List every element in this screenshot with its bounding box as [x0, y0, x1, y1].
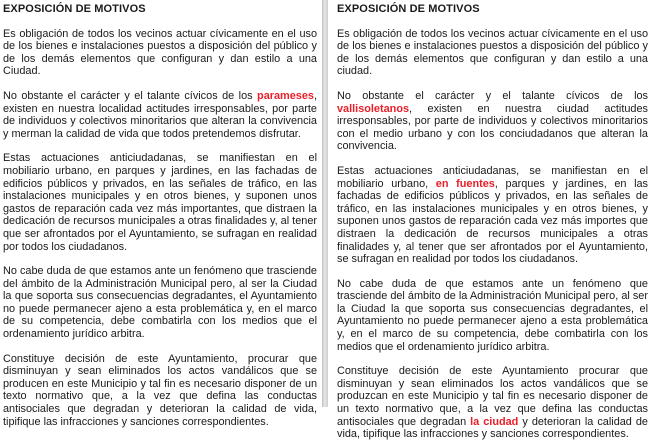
- left-p2-highlight: parameses: [257, 89, 314, 102]
- right-title: EXPOSICIÓN DE MOTIVOS: [337, 3, 480, 15]
- right-column: [328, 0, 650, 441]
- right-p2-text-b: , existen en nuestra ciudad actitudes irresponsables, por parte de individuos y colectivos minoritarios con el medio urbano y con los conciudadanos que alteran la convivencia.: [337, 102, 648, 153]
- left-p1-text: Es obligación de todos los vecinos actuar cívicamente en el uso de los bienes e instalaciones puestos a disposición del público y de los demás elementos que configuran y dan estilo a una Ciudad.: [3, 27, 317, 78]
- right-paragraph-1: [337, 28, 648, 78]
- right-p3-text-a: Estas actuaciones anticiudadanas, se manifiestan en el mobiliario urbano,: [337, 164, 648, 190]
- left-paragraph-3: [3, 152, 317, 253]
- right-p4-text: No cabe duda de que estamos ante un fenómeno que trasciende del ámbito de la Administración Municipal pero, al ser la Ciudad la que soporta sus consecuencias degradantes, el Ayuntamiento no puede permanecer ajeno a esta problemática y, en el marco de su competencia, debe combatirla con los medios que el ordenamiento jurídico arbitra.: [337, 277, 648, 353]
- left-paragraph-5: [3, 353, 317, 429]
- left-p2-text-b: , existen en nuestra localidad actitudes irresponsables, por parte de individuos y colectivos minoritarios que alteran la convivencia y merman la calidad de vida que todos pretendemos disfrutar.: [3, 89, 317, 140]
- right-p2-text-a: No obstante el carácter y el talante cívicos de los: [337, 89, 648, 102]
- right-p5-text-b: y deterioran la calidad de vida, tipifique las infracciones y sanciones correspondientes.: [337, 415, 648, 441]
- left-paragraph-1: [3, 28, 317, 78]
- right-p3-text-b: , parques y jardines, en las fachadas de edificios públicos y privados, en las señales de tráfico, en las instalaciones municipales y en otros bienes, y suponen unos gastos de reparación cada vez más importes que distraen la dedicación de recursos municipales a otras finalidades y, al tener que ser afrontados por el Ayuntamiento, se sufragan en realidad por todos los ciudadanos.: [337, 177, 649, 266]
- right-p1-text: Es obligación de todos los vecinos actuar cívicamente en el uso de los bienes e instalaciones puestos a disposición del público y de los demás elementos que configuran y dan estilo a una ciudad.: [337, 27, 648, 78]
- right-p3-highlight: en fuentes: [435, 177, 495, 190]
- left-column: [0, 0, 322, 428]
- left-p2-text-a: No obstante el carácter y el talante cívicos de los: [3, 89, 258, 102]
- right-paragraph-3: [337, 165, 648, 266]
- left-p4-text: No cabe duda de que estamos ante un fenómeno que trasciende del ámbito de la Administración Municipal pero, al ser la Ciudad la que soporta sus consecuencias degradantes, el Ayuntamiento no puede permanecer ajeno a esta problemática y, en el marco de su competencia, debe combatirla con los medios que el ordenamiento jurídico arbitra.: [3, 265, 317, 341]
- right-paragraph-5: [337, 365, 648, 441]
- right-paragraph-4: [337, 278, 648, 354]
- left-p5-text: Constituye decisión de este Ayuntamiento, procurar que disminuyan y sean eliminados los actos vandálicos que se producen en este Municipio y tal fin es necesario disponer de un texto normativo que, a la vez que defina las conductas antisociales que degradan y deterioran la calidad de vida, tipifique las infracciones y sanciones correspondientes.: [3, 352, 317, 428]
- left-title: EXPOSICIÓN DE MOTIVOS: [3, 3, 146, 15]
- left-p3-text: Estas actuaciones anticiudadanas, se manifiestan en el mobiliario urbano, en parques y jardines, en las fachadas de edificios públicos y privados, en las señales de tráfico, en las instalaciones municipales y en otros bienes, y suponen unos gastos de reparación cada vez más importantes, que distraen la dedicación de recursos municipales a otras finalidades y, al tener que ser afrontados por el Ayuntamiento, se sufragan en realidad por todos los ciudadanos.: [3, 152, 317, 253]
- right-p2-highlight: vallisoletanos: [337, 102, 410, 115]
- right-p5-text-a: Constituye decisión de este Ayuntamiento procurar que disminuyan y sean eliminados los actos vandálicos que se produzcan en este Municipio y tal fin es necesario disponer de un texto normativo que, a la vez que defina las conductas antisociales que degradan: [337, 365, 648, 428]
- right-paragraph-2: [337, 90, 648, 153]
- right-p5-highlight: la ciudad: [470, 415, 519, 428]
- left-paragraph-4: [3, 265, 317, 341]
- left-paragraph-2: [3, 90, 317, 140]
